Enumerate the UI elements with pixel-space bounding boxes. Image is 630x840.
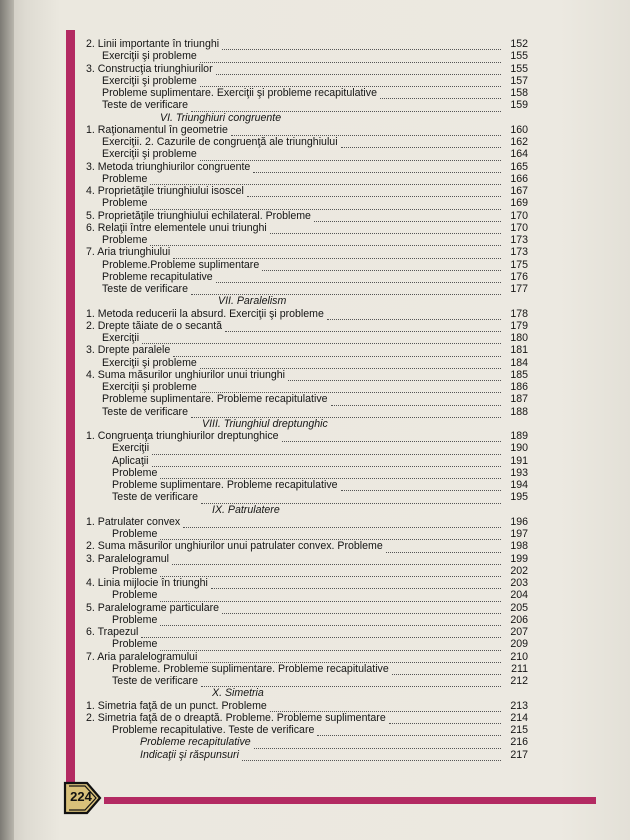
toc-entry-title: 4. Proprietăţile triunghiului isoscel — [86, 185, 244, 197]
toc-entry-title: 3. Paralelogramul — [86, 552, 170, 565]
dot-leader — [341, 138, 501, 148]
toc-entry-page: 205 — [510, 601, 528, 614]
dot-leader — [160, 592, 501, 602]
dot-leader — [231, 126, 501, 136]
toc-entry-title: Aplicaţii — [112, 454, 149, 467]
dot-leader — [172, 555, 501, 565]
dot-leader — [314, 212, 501, 222]
toc-entry-title: Probleme — [112, 564, 158, 577]
dot-leader — [160, 641, 501, 651]
toc-entry-page: 169 — [510, 197, 528, 210]
toc-entry-page: 214 — [510, 711, 528, 724]
toc-entry-page: 184 — [510, 356, 528, 369]
dot-leader — [242, 751, 501, 761]
toc-entry-title: Exerciţii — [112, 442, 150, 455]
toc-entry — [86, 75, 528, 87]
toc-entry — [86, 602, 528, 614]
toc-entry-page: 195 — [510, 491, 528, 504]
toc-entry — [86, 259, 528, 271]
toc-entry — [86, 234, 528, 246]
toc-entry-page: 157 — [510, 74, 528, 87]
toc-entry — [86, 589, 528, 601]
toc-entry-title: 1. Simetria faţă de un punct. Probleme — [86, 699, 267, 712]
toc-entry — [86, 173, 528, 185]
toc-entry-page: 207 — [510, 626, 528, 638]
toc-entry — [86, 38, 528, 50]
dot-leader — [200, 653, 501, 663]
toc-entry-page: 178 — [510, 307, 528, 320]
toc-entry — [86, 332, 528, 344]
toc-entry — [86, 222, 528, 234]
dot-leader — [200, 383, 501, 393]
toc-entry — [86, 246, 528, 258]
toc-entry — [86, 369, 528, 381]
dot-leader — [392, 665, 501, 675]
toc-entry-page: 189 — [510, 430, 528, 442]
toc-entry-title: Probleme.Probleme suplimentare — [102, 258, 260, 271]
toc-entry-page: 211 — [511, 662, 528, 675]
vertical-accent-bar — [66, 30, 75, 790]
toc-entry-page: 160 — [510, 123, 528, 136]
toc-entry-page: 193 — [510, 466, 528, 479]
toc-entry — [86, 124, 528, 136]
toc-entry — [86, 712, 528, 724]
toc-entry-page: 167 — [510, 185, 528, 197]
toc-entry-title: Probleme — [112, 466, 158, 479]
toc-entry-title: Probleme suplimentare. Probleme recapitulative — [102, 393, 328, 406]
toc-entry-page: 186 — [510, 381, 528, 393]
toc-entry — [86, 185, 528, 197]
toc-entry-page: 165 — [510, 160, 528, 173]
toc-entry — [86, 491, 528, 503]
section-heading — [86, 418, 528, 430]
dot-leader — [222, 604, 501, 614]
toc-entry — [86, 271, 528, 283]
toc-entry-title: Exerciţii — [102, 332, 140, 344]
toc-entry-page: 164 — [510, 148, 528, 161]
toc-entry — [86, 320, 528, 332]
table-of-contents — [86, 38, 528, 761]
dot-leader — [216, 273, 501, 283]
toc-entry-page: 162 — [510, 136, 528, 148]
toc-entry-title: 6. Relaţii între elementele unui triunghi — [86, 221, 267, 234]
dot-leader — [327, 310, 501, 320]
dot-leader — [386, 543, 501, 553]
dot-leader — [173, 249, 501, 259]
toc-entry-title: Probleme recapitulative — [102, 270, 213, 283]
dot-leader — [317, 726, 501, 736]
toc-entry-page: 190 — [510, 442, 528, 455]
toc-entry-title: 1. Raţionamentul în geometrie — [86, 123, 228, 136]
toc-entry — [86, 663, 528, 675]
toc-entry — [86, 540, 528, 552]
toc-entry — [86, 99, 528, 111]
dot-leader — [211, 579, 501, 589]
dot-leader — [216, 65, 501, 75]
toc-entry-title: Probleme — [102, 234, 148, 246]
dot-leader — [191, 408, 501, 418]
toc-entry-title: 7. Aria triunghiului — [86, 246, 171, 259]
dot-leader — [389, 714, 501, 724]
section-heading — [86, 504, 528, 516]
dot-leader — [173, 347, 501, 357]
toc-entry-page: 179 — [510, 319, 528, 332]
dot-leader — [141, 628, 501, 638]
toc-entry — [86, 467, 528, 479]
toc-entry-title: Probleme — [112, 638, 158, 651]
toc-entry-title: 2. Suma măsurilor unghiurilor unui patrulater convex. Probleme — [86, 540, 383, 553]
toc-entry-title: 3. Drepte paralele — [86, 344, 171, 357]
dot-leader — [200, 77, 501, 87]
toc-entry-title: 5. Paralelograme particulare — [86, 601, 220, 614]
toc-entry — [86, 565, 528, 577]
toc-entry-page: 206 — [510, 613, 528, 626]
toc-entry-page: 188 — [510, 405, 528, 418]
dot-leader — [160, 469, 501, 479]
toc-entry-page: 173 — [510, 234, 528, 246]
toc-entry-title: Teste de verificare — [102, 283, 188, 295]
toc-entry — [86, 749, 528, 761]
toc-entry — [86, 675, 528, 687]
section-heading-title: X. Simetria — [212, 687, 264, 700]
section-heading — [86, 295, 528, 307]
dot-leader — [341, 481, 501, 491]
dot-leader — [254, 739, 501, 749]
toc-entry-page: 197 — [510, 528, 528, 540]
toc-entry-page: 155 — [510, 50, 528, 63]
dot-leader — [331, 396, 501, 406]
toc-entry — [86, 724, 528, 736]
dot-leader — [200, 151, 501, 161]
section-heading-title: VIII. Triunghiul dreptunghic — [202, 417, 328, 430]
dot-leader — [191, 102, 501, 112]
dot-leader — [191, 285, 501, 295]
toc-entry — [86, 283, 528, 295]
toc-entry — [86, 455, 528, 467]
dot-leader — [253, 163, 501, 173]
toc-entry-page: 215 — [510, 724, 528, 736]
toc-entry-title: Teste de verificare — [102, 99, 188, 112]
toc-entry-page: 202 — [510, 564, 528, 577]
toc-entry-title: Probleme — [102, 172, 148, 185]
toc-entry — [86, 528, 528, 540]
toc-entry-title: Probleme suplimentare. Probleme recapitulative — [112, 479, 338, 491]
book-spine — [0, 0, 14, 840]
toc-entry — [86, 700, 528, 712]
toc-entry-page: 173 — [510, 246, 528, 259]
toc-entry — [86, 344, 528, 356]
toc-entry-title: 1. Patrulater convex — [86, 515, 181, 528]
toc-entry-page: 175 — [510, 258, 528, 271]
toc-entry-page: 213 — [510, 699, 528, 712]
section-heading — [86, 112, 528, 124]
toc-entry-page: 209 — [510, 638, 528, 651]
page-number: 224 — [70, 789, 92, 804]
toc-entry-title: Exerciţii. 2. Cazurile de congruenţă ale triunghiului — [102, 136, 338, 148]
toc-entry-page: 217 — [510, 748, 528, 761]
dot-leader — [150, 175, 501, 185]
toc-entry-title: Exerciţii şi probleme — [102, 74, 197, 87]
toc-entry-page: 158 — [510, 87, 528, 99]
toc-entry-title: Probleme — [112, 528, 158, 540]
toc-entry-page: 196 — [510, 515, 528, 528]
dot-leader — [152, 457, 501, 467]
dot-leader — [152, 445, 501, 455]
toc-entry-title: Exerciţii şi probleme — [102, 50, 197, 63]
toc-entry-page: 159 — [510, 99, 528, 112]
dot-leader — [270, 224, 501, 234]
toc-entry-page: 198 — [510, 540, 528, 553]
dot-leader — [222, 40, 501, 50]
toc-entry-page: 170 — [510, 221, 528, 234]
toc-entry-title: 2. Linii importante în triunghi — [86, 38, 220, 50]
dot-leader — [160, 616, 501, 626]
dot-leader — [200, 53, 501, 63]
toc-entry-page: 155 — [510, 62, 528, 75]
dot-leader — [288, 371, 501, 381]
toc-entry-page: 212 — [510, 675, 528, 687]
dot-leader — [160, 567, 501, 577]
toc-entry-title: Teste de verificare — [102, 405, 188, 418]
dot-leader — [150, 200, 501, 210]
toc-entry-title: Probleme. Probleme suplimentare. Probleme recapitulative — [112, 662, 389, 675]
dot-leader — [142, 334, 501, 344]
toc-entry-page: 204 — [510, 589, 528, 602]
toc-entry-title: Teste de verificare — [112, 675, 198, 687]
dot-leader — [270, 702, 501, 712]
dot-leader — [160, 530, 501, 540]
dot-leader — [183, 518, 501, 528]
toc-entry-title: 4. Linia mijlocie în triunghi — [86, 577, 208, 589]
dot-leader — [282, 432, 501, 442]
toc-entry-title: Probleme recapitulative — [140, 736, 251, 749]
toc-entry — [86, 638, 528, 650]
toc-entry — [86, 614, 528, 626]
toc-entry-title: Probleme recapitulative. Teste de verificare — [112, 724, 315, 736]
toc-entry — [86, 136, 528, 148]
toc-entry-title: 4. Suma măsurilor unghiurilor unui triunghi — [86, 368, 286, 381]
toc-entry-page: 176 — [510, 270, 528, 283]
toc-entry-page: 185 — [510, 368, 528, 381]
dot-leader — [247, 187, 501, 197]
toc-entry — [86, 148, 528, 160]
toc-entry — [86, 161, 528, 173]
page-number-badge — [63, 781, 99, 815]
toc-entry — [86, 736, 528, 748]
toc-entry-page: 187 — [510, 393, 528, 406]
toc-entry-title: Teste de verificare — [112, 491, 198, 504]
toc-entry-title: 2. Simetria faţă de o dreaptă. Probleme. Probleme suplimentare — [86, 711, 386, 724]
toc-entry — [86, 442, 528, 454]
toc-entry — [86, 626, 528, 638]
toc-entry-page: 216 — [510, 736, 528, 749]
toc-entry-title: Probleme suplimentare. Exerciţii şi probleme recapitulative — [102, 87, 377, 99]
toc-entry-title: 1. Congruenţa triunghiurilor dreptunghice — [86, 430, 279, 442]
section-heading-title: IX. Patrulatere — [212, 503, 280, 516]
toc-entry-page: 152 — [510, 38, 528, 50]
toc-entry — [86, 210, 528, 222]
toc-entry-page: 210 — [510, 650, 528, 663]
section-heading — [86, 687, 528, 699]
toc-entry-title: Probleme — [112, 613, 158, 626]
toc-entry-title: Exerciţii şi probleme — [102, 148, 197, 161]
toc-entry-title: Exerciţii şi probleme — [102, 356, 197, 369]
toc-entry-title: 6. Trapezul — [86, 626, 139, 638]
toc-entry-title: Indicaţii şi răspunsuri — [140, 748, 239, 761]
toc-entry — [86, 430, 528, 442]
toc-entry — [86, 651, 528, 663]
toc-entry-page: 166 — [510, 172, 528, 185]
toc-entry — [86, 50, 528, 62]
dot-leader — [262, 261, 501, 271]
dot-leader — [380, 89, 501, 99]
bottom-accent-bar — [104, 797, 596, 804]
toc-entry — [86, 577, 528, 589]
toc-entry-title: Probleme — [102, 197, 148, 210]
dot-leader — [225, 322, 501, 332]
toc-entry-page: 177 — [510, 283, 528, 295]
toc-entry — [86, 406, 528, 418]
dot-leader — [200, 359, 501, 369]
toc-entry — [86, 357, 528, 369]
dot-leader — [201, 677, 501, 687]
section-heading-title: VII. Paralelism — [218, 295, 287, 308]
section-heading-title: VI. Triunghiuri congruente — [160, 111, 282, 124]
toc-entry-page: 194 — [510, 479, 528, 491]
toc-entry-title: 5. Proprietăţile triunghiului echilateral. Probleme — [86, 209, 311, 222]
toc-entry — [86, 197, 528, 209]
toc-entry — [86, 479, 528, 491]
toc-entry-title: Exerciţii şi probleme — [102, 381, 197, 393]
toc-entry — [86, 393, 528, 405]
dot-leader — [150, 236, 501, 246]
toc-entry-page: 203 — [510, 577, 528, 589]
toc-entry-page: 180 — [510, 332, 528, 344]
toc-entry — [86, 87, 528, 99]
toc-entry — [86, 63, 528, 75]
toc-entry — [86, 308, 528, 320]
toc-entry-page: 170 — [510, 209, 528, 222]
dot-leader — [201, 494, 501, 504]
toc-entry-page: 191 — [510, 454, 528, 467]
toc-entry-page: 199 — [510, 552, 528, 565]
toc-entry — [86, 516, 528, 528]
toc-entry-title: Probleme — [112, 589, 158, 602]
toc-entry-title: 2. Drepte tăiate de o secantă — [86, 319, 223, 332]
toc-entry — [86, 381, 528, 393]
toc-entry — [86, 553, 528, 565]
toc-entry-title: 7. Aria paralelogramului — [86, 650, 198, 663]
toc-entry-title: 3. Metoda triunghiurilor congruente — [86, 160, 251, 173]
toc-entry-title: 3. Construcţia triunghiurilor — [86, 62, 213, 75]
toc-entry-page: 181 — [510, 344, 528, 357]
toc-entry-title: 1. Metoda reducerii la absurd. Exerciţii şi probleme — [86, 307, 324, 320]
